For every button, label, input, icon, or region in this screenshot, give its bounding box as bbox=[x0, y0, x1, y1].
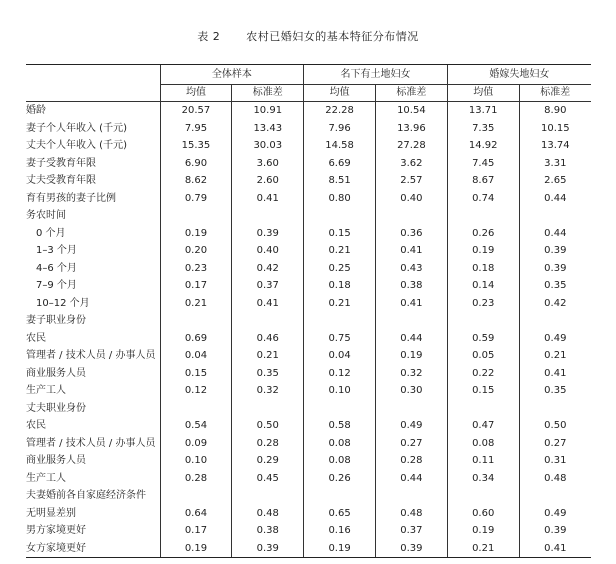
sd-cell: 13.74 bbox=[519, 137, 591, 155]
sd-cell: 10.91 bbox=[232, 102, 304, 120]
table-row bbox=[26, 295, 591, 313]
sd-cell: 0.41 bbox=[232, 295, 304, 313]
row-label: 1–3 个月 bbox=[36, 245, 77, 256]
mean-cell: 0.58 bbox=[304, 417, 376, 435]
mean-cell: 0.12 bbox=[160, 382, 232, 400]
mean-cell: 0.08 bbox=[304, 452, 376, 470]
sd-cell: 0.32 bbox=[232, 382, 304, 400]
sd-cell: 0.44 bbox=[519, 225, 591, 243]
sd-cell: 13.96 bbox=[375, 120, 447, 138]
sd-cell: 0.39 bbox=[375, 540, 447, 558]
mean-cell: 0.04 bbox=[304, 347, 376, 365]
sd-cell: 2.60 bbox=[232, 172, 304, 190]
sd-cell: 30.03 bbox=[232, 137, 304, 155]
sd-cell: 0.41 bbox=[519, 365, 591, 383]
sd-cell: 0.50 bbox=[232, 417, 304, 435]
sd-cell: 0.28 bbox=[232, 435, 304, 453]
sd-cell: 0.39 bbox=[519, 522, 591, 540]
mean-cell: 0.34 bbox=[447, 470, 519, 488]
mean-cell: 0.65 bbox=[304, 505, 376, 523]
table-row bbox=[26, 242, 591, 260]
sd-cell: 0.50 bbox=[519, 417, 591, 435]
sub-header-sd: 标准差 bbox=[232, 85, 304, 102]
mean-cell: 0.17 bbox=[160, 277, 232, 295]
mean-cell: 0.21 bbox=[160, 295, 232, 313]
table-row bbox=[26, 435, 591, 453]
statistics-table bbox=[26, 64, 591, 558]
mean-cell: 0.21 bbox=[304, 242, 376, 260]
row-label: 男方家境更好 bbox=[26, 525, 86, 536]
row-label: 务农时间 bbox=[26, 210, 66, 221]
group-header-row bbox=[26, 65, 591, 85]
sd-cell: 0.48 bbox=[375, 505, 447, 523]
mean-cell: 0.15 bbox=[160, 365, 232, 383]
row-label: 丈夫职业身份 bbox=[26, 402, 86, 414]
mean-cell: 14.58 bbox=[304, 137, 376, 155]
sd-cell: 0.49 bbox=[519, 505, 591, 523]
sd-cell: 0.43 bbox=[375, 260, 447, 278]
sd-cell: 0.39 bbox=[232, 540, 304, 558]
table-row bbox=[26, 190, 591, 208]
table-row bbox=[26, 260, 591, 278]
sd-cell: 0.46 bbox=[232, 330, 304, 348]
sd-cell: 0.38 bbox=[232, 522, 304, 540]
sd-cell: 0.41 bbox=[375, 295, 447, 313]
row-label: 妻子职业身份 bbox=[26, 315, 86, 326]
table-row bbox=[26, 225, 591, 243]
table-row bbox=[26, 120, 591, 138]
sd-cell bbox=[375, 312, 447, 330]
mean-cell: 0.15 bbox=[304, 225, 376, 243]
sd-cell: 0.41 bbox=[232, 190, 304, 208]
mean-cell: 0.12 bbox=[304, 365, 376, 383]
table-row bbox=[26, 540, 591, 558]
mean-cell bbox=[160, 207, 232, 225]
mean-cell: 0.11 bbox=[447, 452, 519, 470]
row-label: 妻子受教育年限 bbox=[26, 157, 96, 169]
row-label: 商业服务人员 bbox=[26, 455, 86, 466]
mean-cell: 0.26 bbox=[304, 470, 376, 488]
sub-header-mean: 均值 bbox=[304, 85, 376, 102]
mean-cell: 0.10 bbox=[304, 382, 376, 400]
sd-cell: 10.15 bbox=[519, 120, 591, 138]
header-corner-sub bbox=[26, 85, 160, 102]
row-label: 育有男孩的妻子比例 bbox=[26, 192, 116, 204]
sub-header-mean: 均值 bbox=[447, 85, 519, 102]
mean-cell: 0.25 bbox=[304, 260, 376, 278]
mean-cell: 13.71 bbox=[447, 102, 519, 120]
row-label: 生产工人 bbox=[26, 385, 66, 396]
sd-cell: 0.45 bbox=[232, 470, 304, 488]
sd-cell: 0.41 bbox=[375, 242, 447, 260]
sd-cell: 0.30 bbox=[375, 382, 447, 400]
sd-cell: 0.42 bbox=[232, 260, 304, 278]
mean-cell bbox=[447, 207, 519, 225]
sd-cell: 13.43 bbox=[232, 120, 304, 138]
row-label: 无明显差别 bbox=[26, 507, 76, 519]
table-row bbox=[26, 365, 591, 383]
sd-cell: 0.31 bbox=[519, 452, 591, 470]
row-label: 0 个月 bbox=[36, 227, 66, 239]
sd-cell bbox=[519, 207, 591, 225]
mean-cell bbox=[447, 312, 519, 330]
sub-header-row bbox=[26, 85, 591, 102]
sub-header-sd: 标准差 bbox=[519, 85, 591, 102]
sd-cell: 3.62 bbox=[375, 155, 447, 173]
table-row bbox=[26, 417, 591, 435]
table-number: 表 2 bbox=[197, 30, 221, 43]
mean-cell: 0.18 bbox=[304, 277, 376, 295]
sub-header-mean: 均值 bbox=[160, 85, 232, 102]
table-row bbox=[26, 277, 591, 295]
mean-cell: 0.59 bbox=[447, 330, 519, 348]
mean-cell: 0.09 bbox=[160, 435, 232, 453]
mean-cell: 0.80 bbox=[304, 190, 376, 208]
mean-cell: 0.28 bbox=[160, 470, 232, 488]
mean-cell: 7.96 bbox=[304, 120, 376, 138]
table-row bbox=[26, 137, 591, 155]
mean-cell: 0.18 bbox=[447, 260, 519, 278]
sd-cell: 0.41 bbox=[519, 540, 591, 558]
table-caption bbox=[0, 28, 616, 44]
table-row bbox=[26, 382, 591, 400]
row-label: 丈夫受教育年限 bbox=[26, 175, 96, 186]
mean-cell: 8.67 bbox=[447, 172, 519, 190]
sd-cell bbox=[232, 207, 304, 225]
mean-cell: 0.19 bbox=[447, 522, 519, 540]
sd-cell bbox=[375, 487, 447, 505]
mean-cell: 0.15 bbox=[447, 382, 519, 400]
sd-cell: 0.28 bbox=[375, 452, 447, 470]
group-header-lost-land: 婚嫁失地妇女 bbox=[447, 65, 591, 85]
table-row bbox=[26, 452, 591, 470]
header-corner bbox=[26, 65, 160, 85]
sd-cell bbox=[375, 400, 447, 418]
sd-cell bbox=[232, 400, 304, 418]
mean-cell: 0.79 bbox=[160, 190, 232, 208]
sd-cell: 8.90 bbox=[519, 102, 591, 120]
mean-cell: 0.19 bbox=[160, 540, 232, 558]
table-row bbox=[26, 487, 591, 505]
table-row bbox=[26, 102, 591, 120]
table-row bbox=[26, 207, 591, 225]
sd-cell: 0.36 bbox=[375, 225, 447, 243]
sd-cell: 0.29 bbox=[232, 452, 304, 470]
sd-cell: 0.39 bbox=[519, 242, 591, 260]
group-header-all: 全体样本 bbox=[160, 65, 304, 85]
sd-cell bbox=[519, 400, 591, 418]
sd-cell: 0.49 bbox=[375, 417, 447, 435]
sub-header-sd: 标准差 bbox=[375, 85, 447, 102]
mean-cell: 0.19 bbox=[160, 225, 232, 243]
table-body bbox=[26, 102, 591, 558]
mean-cell bbox=[304, 312, 376, 330]
sd-cell: 0.40 bbox=[375, 190, 447, 208]
row-label: 婚龄 bbox=[26, 105, 46, 116]
table-row bbox=[26, 330, 591, 348]
mean-cell: 0.21 bbox=[304, 295, 376, 313]
row-label: 农民 bbox=[26, 420, 46, 431]
mean-cell: 8.51 bbox=[304, 172, 376, 190]
mean-cell: 0.19 bbox=[447, 242, 519, 260]
sd-cell: 0.37 bbox=[375, 522, 447, 540]
mean-cell bbox=[447, 487, 519, 505]
sd-cell: 0.44 bbox=[519, 190, 591, 208]
mean-cell: 0.10 bbox=[160, 452, 232, 470]
mean-cell: 0.16 bbox=[304, 522, 376, 540]
mean-cell: 0.04 bbox=[160, 347, 232, 365]
mean-cell: 0.20 bbox=[160, 242, 232, 260]
mean-cell: 0.21 bbox=[447, 540, 519, 558]
sd-cell: 0.48 bbox=[519, 470, 591, 488]
mean-cell: 0.54 bbox=[160, 417, 232, 435]
table-row bbox=[26, 155, 591, 173]
sd-cell: 0.19 bbox=[375, 347, 447, 365]
mean-cell: 0.69 bbox=[160, 330, 232, 348]
table-row bbox=[26, 347, 591, 365]
mean-cell: 22.28 bbox=[304, 102, 376, 120]
row-label: 7–9 个月 bbox=[36, 280, 77, 291]
sd-cell bbox=[375, 207, 447, 225]
row-label: 女方家境更好 bbox=[26, 540, 160, 558]
mean-cell: 0.75 bbox=[304, 330, 376, 348]
sd-cell: 0.35 bbox=[519, 277, 591, 295]
row-label: 管理者 / 技术人员 / 办事人员 bbox=[26, 437, 156, 449]
mean-cell bbox=[304, 400, 376, 418]
table-row bbox=[26, 470, 591, 488]
sd-cell: 0.37 bbox=[232, 277, 304, 295]
mean-cell: 0.64 bbox=[160, 505, 232, 523]
mean-cell: 0.60 bbox=[447, 505, 519, 523]
mean-cell: 0.47 bbox=[447, 417, 519, 435]
mean-cell: 0.08 bbox=[304, 435, 376, 453]
mean-cell: 0.08 bbox=[447, 435, 519, 453]
sd-cell: 0.42 bbox=[519, 295, 591, 313]
row-label: 10–12 个月 bbox=[36, 297, 90, 309]
table-row bbox=[26, 312, 591, 330]
sd-cell: 0.27 bbox=[375, 435, 447, 453]
mean-cell: 0.22 bbox=[447, 365, 519, 383]
row-label: 商业服务人员 bbox=[26, 367, 86, 379]
mean-cell: 0.74 bbox=[447, 190, 519, 208]
sd-cell: 27.28 bbox=[375, 137, 447, 155]
sd-cell: 0.48 bbox=[232, 505, 304, 523]
row-label: 农民 bbox=[26, 332, 46, 344]
mean-cell bbox=[160, 487, 232, 505]
row-label: 4–6 个月 bbox=[36, 262, 77, 274]
mean-cell: 0.26 bbox=[447, 225, 519, 243]
sd-cell: 2.57 bbox=[375, 172, 447, 190]
mean-cell: 6.69 bbox=[304, 155, 376, 173]
mean-cell bbox=[160, 312, 232, 330]
mean-cell: 7.35 bbox=[447, 120, 519, 138]
mean-cell: 6.90 bbox=[160, 155, 232, 173]
mean-cell bbox=[160, 400, 232, 418]
mean-cell: 0.14 bbox=[447, 277, 519, 295]
sd-cell: 2.65 bbox=[519, 172, 591, 190]
sd-cell: 0.39 bbox=[519, 260, 591, 278]
mean-cell: 8.62 bbox=[160, 172, 232, 190]
group-header-with-land: 名下有土地妇女 bbox=[304, 65, 448, 85]
mean-cell bbox=[304, 207, 376, 225]
table-row bbox=[26, 172, 591, 190]
sd-cell bbox=[232, 487, 304, 505]
sd-cell: 0.21 bbox=[232, 347, 304, 365]
table-row bbox=[26, 505, 591, 523]
sd-cell bbox=[519, 487, 591, 505]
mean-cell bbox=[304, 487, 376, 505]
sd-cell: 3.31 bbox=[519, 155, 591, 173]
sd-cell: 0.39 bbox=[232, 225, 304, 243]
mean-cell: 14.92 bbox=[447, 137, 519, 155]
mean-cell: 0.17 bbox=[160, 522, 232, 540]
sd-cell: 0.49 bbox=[519, 330, 591, 348]
sd-cell: 0.27 bbox=[519, 435, 591, 453]
sd-cell: 0.40 bbox=[232, 242, 304, 260]
sd-cell: 10.54 bbox=[375, 102, 447, 120]
row-label: 夫妻婚前各自家庭经济条件 bbox=[26, 490, 146, 501]
mean-cell: 15.35 bbox=[160, 137, 232, 155]
mean-cell: 0.23 bbox=[160, 260, 232, 278]
table-row bbox=[26, 522, 591, 540]
row-label: 管理者 / 技术人员 / 办事人员 bbox=[26, 350, 156, 361]
table-title: 农村已婚妇女的基本特征分布情况 bbox=[246, 30, 419, 43]
sd-cell bbox=[519, 312, 591, 330]
sd-cell bbox=[232, 312, 304, 330]
mean-cell: 0.19 bbox=[304, 540, 376, 558]
mean-cell bbox=[447, 400, 519, 418]
row-label: 生产工人 bbox=[26, 472, 66, 484]
sd-cell: 0.21 bbox=[519, 347, 591, 365]
sd-cell: 0.32 bbox=[375, 365, 447, 383]
mean-cell: 7.45 bbox=[447, 155, 519, 173]
sd-cell: 0.35 bbox=[519, 382, 591, 400]
row-label: 丈夫个人年收入 (千元) bbox=[26, 140, 127, 151]
mean-cell: 0.05 bbox=[447, 347, 519, 365]
row-label: 妻子个人年收入 (千元) bbox=[26, 122, 127, 134]
mean-cell: 20.57 bbox=[160, 102, 232, 120]
sd-cell: 0.44 bbox=[375, 470, 447, 488]
sd-cell: 3.60 bbox=[232, 155, 304, 173]
mean-cell: 7.95 bbox=[160, 120, 232, 138]
sd-cell: 0.38 bbox=[375, 277, 447, 295]
mean-cell: 0.23 bbox=[447, 295, 519, 313]
table-row bbox=[26, 400, 591, 418]
sd-cell: 0.44 bbox=[375, 330, 447, 348]
sd-cell: 0.35 bbox=[232, 365, 304, 383]
